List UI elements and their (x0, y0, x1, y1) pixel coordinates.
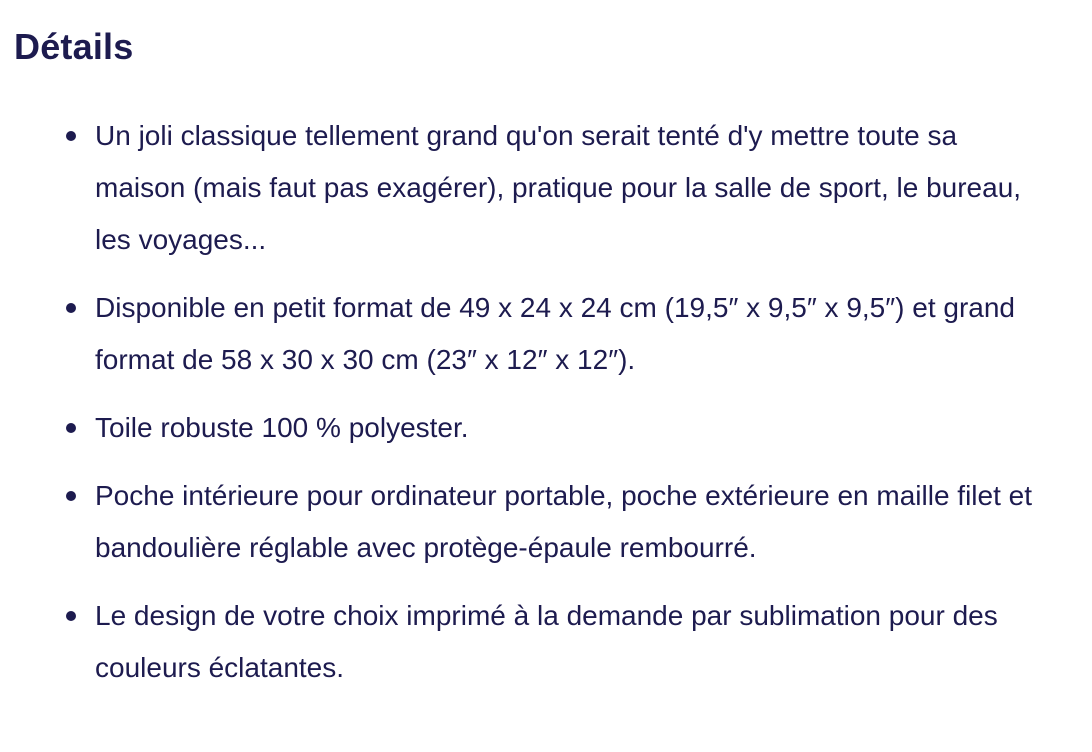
bullet-icon (66, 491, 76, 501)
bullet-icon (66, 303, 76, 313)
bullet-icon (66, 611, 76, 621)
details-item-text: Poche intérieure pour ordinateur portable, poche extérieure en maille filet et bandoulière réglable avec protège-épaule rembourré. (95, 480, 1033, 563)
details-item-text: Un joli classique tellement grand qu'on serait tenté d'y mettre toute sa maison (mais faut pas exagérer), pratique pour la salle de sport, le bureau, les voyages... (95, 120, 1022, 255)
details-list-item (60, 402, 1040, 454)
bullet-icon (66, 131, 76, 141)
details-list-item (60, 110, 1040, 266)
details-list-item (60, 282, 1040, 386)
section-title: Détails (14, 26, 134, 67)
details-item-text: Le design de votre choix imprimé à la demande par sublimation pour des couleurs éclatantes. (95, 600, 998, 683)
details-list-item (60, 590, 1040, 694)
details-list-item (60, 470, 1040, 574)
details-item-text: Disponible en petit format de 49 x 24 x 24 cm (19,5″ x 9,5″ x 9,5″) et grand format de 58 x 30 x 30 cm (23″ x 12″ x 12″). (95, 292, 1016, 375)
details-item-text: Toile robuste 100 % polyester. (95, 412, 469, 443)
bullet-icon (66, 423, 76, 433)
details-list (60, 110, 1040, 710)
